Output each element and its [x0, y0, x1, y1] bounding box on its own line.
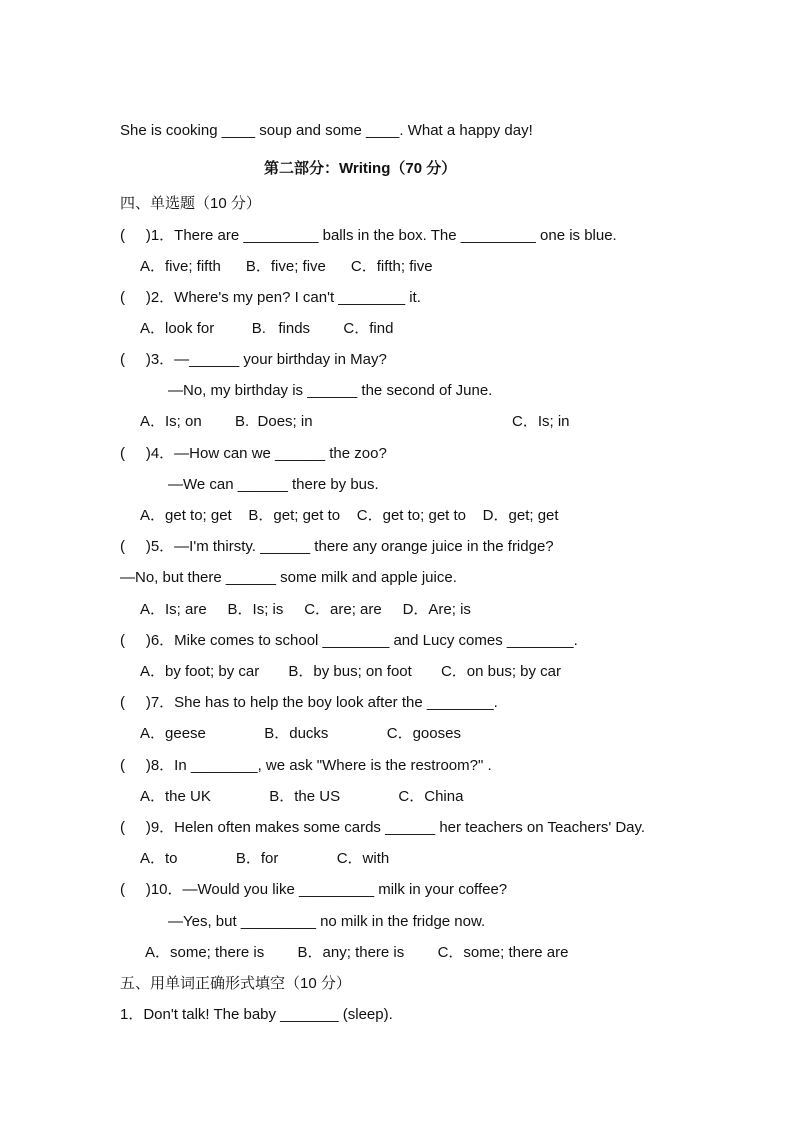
dialogue-line: —No, my birthday is ______ the second of June.: [168, 382, 493, 399]
question-line: ( )2．Where's my pen? I can't ________ it.: [120, 289, 421, 306]
options-line: A．Is; are B．Is; is C．are; are D．Are; is: [140, 601, 471, 618]
question-line: ( )1．There are _________ balls in the box. The _________ one is blue.: [120, 227, 617, 244]
dialogue-line: —No, but there ______ some milk and apple juice.: [120, 569, 457, 586]
options-line: A．geese B．ducks C．gooses: [140, 725, 461, 742]
text-line: She is cooking ____ soup and some ____. What a happy day!: [120, 122, 533, 139]
question-line: ( )10．—Would you like _________ milk in your coffee?: [120, 881, 508, 898]
options-line: C．Is; in: [512, 413, 570, 430]
dialogue-line: —Yes, but _________ no milk in the fridge now.: [168, 913, 486, 930]
options-line: A．get to; get B．get; get to C．get to; get to D．get; get: [140, 507, 559, 524]
question-line: 1．Don't talk! The baby _______ (sleep).: [120, 1006, 393, 1023]
question-line: ( )8．In ________, we ask "Where is the restroom?" .: [120, 757, 492, 774]
options-line: A．to B．for C．with: [140, 850, 390, 867]
question-line: ( )7．She has to help the boy look after the ________.: [120, 694, 498, 711]
section-heading: 五、用单词正确形式填空（10 分）: [120, 975, 351, 992]
question-line: ( )3．—______ your birthday in May?: [120, 351, 387, 368]
question-line: ( )5．—I'm thirsty. ______ there any orange juice in the fridge?: [120, 538, 554, 555]
dialogue-line: —We can ______ there by bus.: [168, 476, 379, 493]
section-heading: 第二部分：Writing（70 分）: [264, 160, 457, 177]
options-line: A．by foot; by car B．by bus; on foot C．on bus; by car: [140, 663, 562, 680]
question-line: ( )9．Helen often makes some cards ______ her teachers on Teachers' Day.: [120, 819, 646, 836]
options-line: A．five; fifth B．five; five C．fifth; five: [140, 258, 433, 275]
options-line: A．look for B. finds C．find: [140, 320, 394, 337]
question-line: ( )6．Mike comes to school ________ and Lucy comes ________.: [120, 632, 578, 649]
text-line: 四、单选题（10 分）: [120, 195, 261, 212]
options-line: A．the UK B．the US C．China: [140, 788, 464, 805]
options-line: A．Is; on B. Does; in: [140, 413, 313, 430]
options-line: A．some; there is B．any; there is C．some; there are: [145, 944, 569, 961]
question-line: ( )4．—How can we ______ the zoo?: [120, 445, 387, 462]
